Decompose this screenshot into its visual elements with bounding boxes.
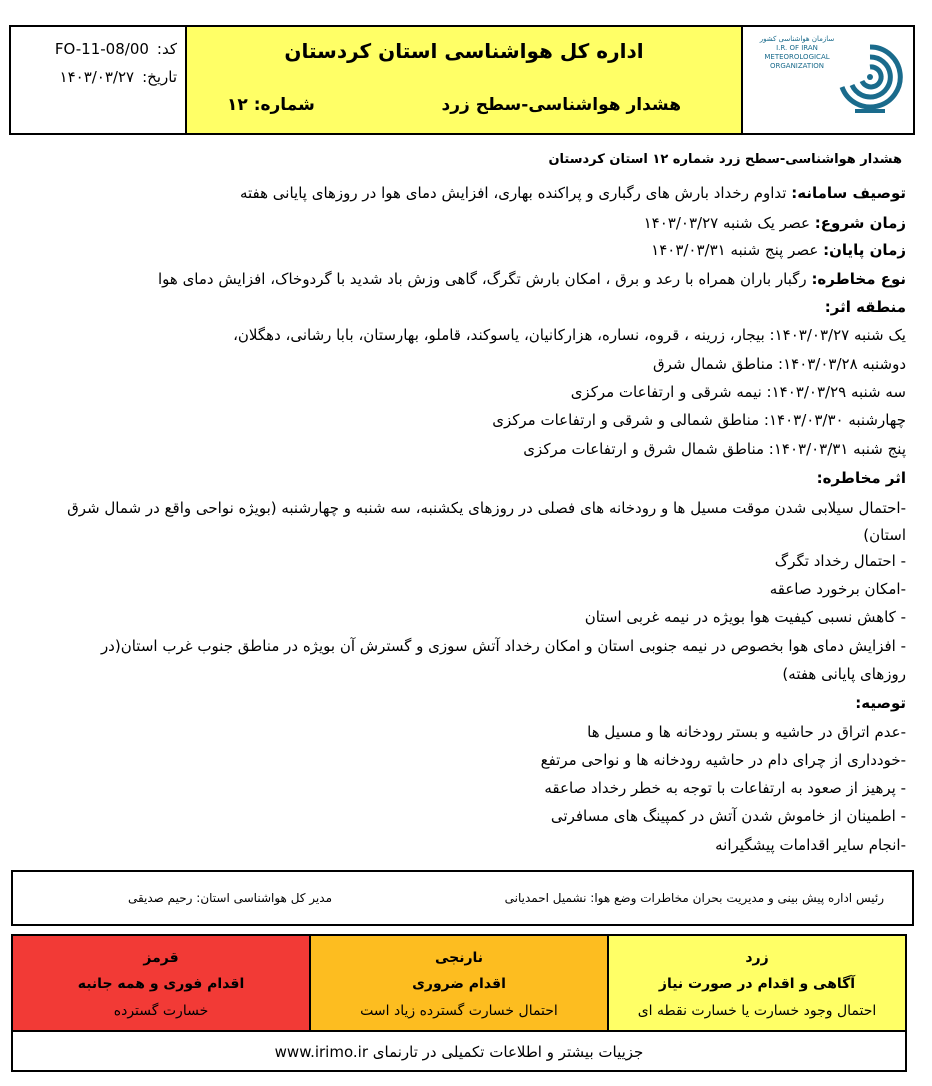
start-time — [644, 214, 906, 232]
logo-text-en-2: METEOROLOGICAL — [764, 53, 830, 61]
end-time — [651, 241, 906, 259]
date-row — [19, 63, 177, 91]
hazard-type-value: رگبار باران همراه با رعد و برق ، امکان بارش تگرگ، گاهی وزش باد شدید با گردوخاک، افزایش دمای هوا — [157, 270, 812, 288]
advice-item: - اطمینان از خاموش شدن آتش در کمپینگ های مسافرتی — [550, 807, 906, 825]
signature-box — [11, 870, 914, 926]
hazard-type-label: نوع مخاطره: — [811, 270, 906, 288]
level-desc: خسارت گسترده — [113, 1003, 209, 1019]
body-heading: هشدار هواشناسی-سطح زرد شماره ۱۲ استان کردستان — [548, 152, 902, 167]
head-crisis-signature: رئیس اداره پیش بینی و مدیریت بحران مخاطرات وضع هوا: نشمیل احمدیانی — [504, 891, 884, 905]
level-action: اقدام فوری و همه جانبه — [77, 976, 245, 992]
advice-item: - پرهیز از صعود به ارتفاعات با توجه به خطر رخداد صاعقه — [544, 779, 906, 797]
level-yellow — [609, 936, 905, 1030]
impact-item: - احتمال رخداد تگرگ — [774, 552, 906, 570]
code-label: کد: — [156, 40, 177, 58]
advice-item: -عدم اتراق در حاشیه و بستر رودخانه ها و مسیل ها — [587, 723, 906, 741]
meteorological-logo-icon — [835, 41, 905, 123]
level-orange — [311, 936, 609, 1030]
advice-label: توصیه: — [855, 694, 906, 712]
logo-text-fa: سازمان هواشناسی کشور — [759, 35, 835, 43]
level-desc: احتمال خسارت گسترده زیاد است — [360, 1003, 558, 1019]
number-label: شماره: — [253, 95, 315, 115]
impact-item: -امکان برخورد صاعقه — [769, 580, 906, 598]
area-item: یک شنبه ۱۴۰۳/۰۳/۲۷: بیجار، زرینه ، قروه، نساره، هزارکانیان، یاسوکند، قاملو، بهارستان، بابا رشانی، دهگلان، — [233, 326, 906, 344]
impact-item: - افزایش دمای هوا بخصوص در نیمه جنوبی استان و امکان رخداد آتش سوزی و گسترش آن بویژه در مناطق جنوب غرب استان(در — [100, 637, 906, 655]
warning-number — [227, 95, 315, 115]
impact-item: - کاهش نسبی کیفیت هوا بویژه در نیمه غربی استان — [584, 608, 906, 626]
logo-text-en-3: ORGANIZATION — [769, 62, 824, 70]
advice-item: -انجام سایر اقدامات پیشگیرانه — [715, 836, 906, 854]
end-value: عصر پنج شنبه ۱۴۰۳/۰۳/۳۱ — [651, 241, 824, 259]
area-item: چهارشنبه ۱۴۰۳/۰۳/۳۰: مناطق شمالی و شرقی و ارتفاعات مرکزی — [492, 411, 906, 429]
warning-body — [0, 148, 932, 858]
impact-item: استان) — [863, 526, 906, 544]
number-value: ۱۲ — [227, 95, 248, 115]
impact-item: روزهای پایانی هفته) — [782, 665, 906, 683]
warning-level-title: هشدار هواشناسی-سطح زرد — [441, 95, 681, 115]
code-row — [19, 35, 177, 63]
end-label: زمان پایان: — [823, 241, 906, 259]
level-red — [13, 936, 311, 1030]
logo-text-en-1: I.R. OF IRAN — [776, 44, 818, 52]
level-name: قرمز — [143, 950, 179, 966]
director-signature: مدیر کل هواشناسی استان: رحیم صدیقی — [127, 891, 332, 905]
level-desc: احتمال وجود خسارت یا خسارت نقطه ای — [637, 1003, 877, 1019]
doc-meta — [11, 27, 187, 133]
area-label: منطقه اثر: — [824, 298, 906, 316]
advice-item: -خودداری از چرای دام در حاشیه رودخانه ها و نواحی مرتفع — [540, 751, 906, 769]
impact-item: -احتمال سیلابی شدن موقت مسیل ها و رودخانه های فصلی در روزهای یکشنبه، سه شنبه و چهارشنبه (بویژه نواحی واقع در شمال شرق — [67, 499, 906, 517]
date-value: ۱۴۰۳/۰۳/۲۷ — [59, 68, 135, 86]
start-label: زمان شروع: — [814, 214, 906, 232]
page-title: اداره کل هواشناسی استان کردستان — [284, 39, 644, 63]
start-value: عصر یک شنبه ۱۴۰۳/۰۳/۲۷ — [643, 214, 815, 232]
level-action: اقدام ضروری — [412, 976, 506, 992]
document-header — [9, 25, 915, 135]
warning-levels-legend — [11, 934, 907, 1032]
title-panel — [187, 27, 743, 133]
code-value: FO-11-08/00 — [54, 40, 149, 58]
date-label: تاریخ: — [142, 68, 177, 86]
impact-label: اثر مخاطره: — [816, 469, 906, 487]
level-name: نارنجی — [434, 950, 484, 966]
level-name: زرد — [745, 950, 769, 966]
desc-label: توصیف سامانه: — [791, 184, 906, 202]
logo-caption — [757, 35, 837, 71]
area-item: پنج شنبه ۱۴۰۳/۰۳/۳۱: مناطق شمال شرق و ارتفاعات مرکزی — [523, 440, 906, 458]
area-item: سه شنبه ۱۴۰۳/۰۳/۲۹: نیمه شرقی و ارتفاعات مرکزی — [570, 383, 906, 401]
logo-panel — [743, 27, 913, 133]
system-description — [240, 184, 906, 202]
hazard-type — [158, 270, 906, 288]
desc-value: تداوم رخداد بارش های رگباری و پراکنده بهاری، افزایش دمای هوا در روزهای پایانی هفته — [239, 184, 792, 202]
website-footer: جزییات بیشتر و اطلاعات تکمیلی در تارنمای www.irimo.ir — [11, 1032, 907, 1072]
level-action: آگاهی و اقدام در صورت نیاز — [658, 976, 856, 992]
area-item: دوشنبه ۱۴۰۳/۰۳/۲۸: مناطق شمال شرق — [652, 355, 906, 373]
